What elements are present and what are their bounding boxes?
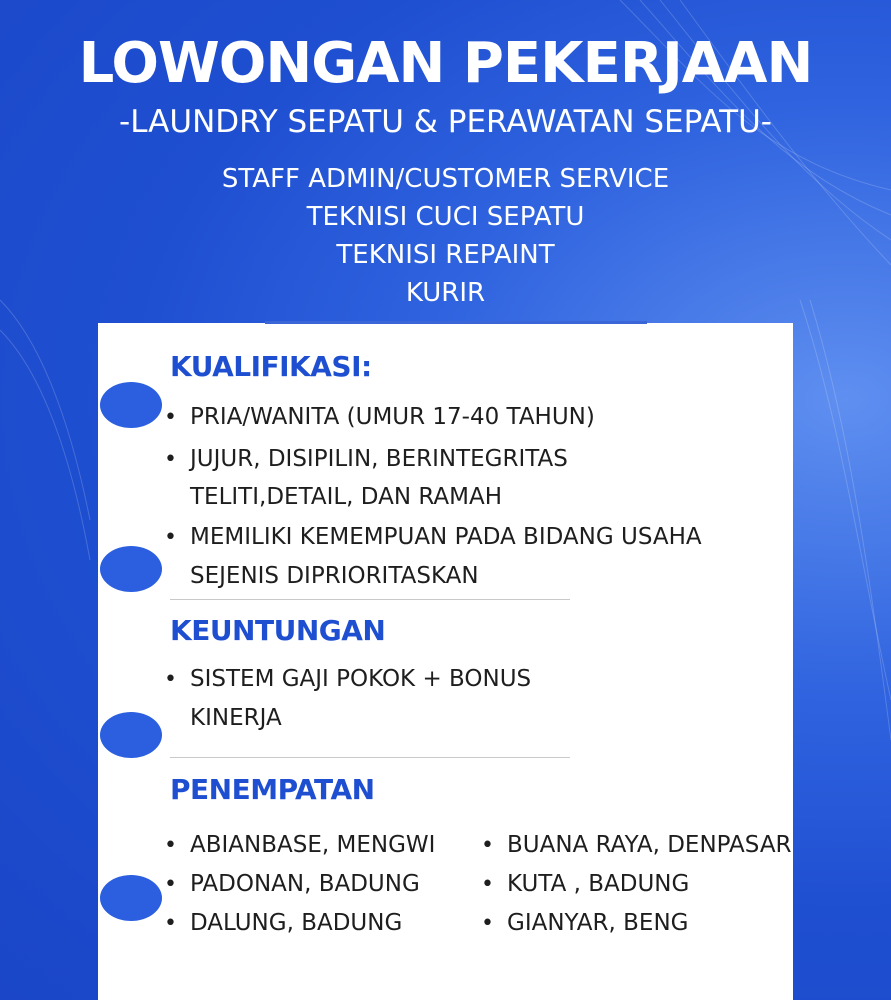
binder-dot-decoration [100,875,162,921]
list-item: • PADONAN, BADUNG [164,871,420,897]
benefits-heading: KEUNTUNGAN [170,614,386,647]
section-divider [170,599,570,600]
position-item: STAFF ADMIN/CUSTOMER SERVICE [221,164,670,194]
section-divider [170,757,570,758]
position-list [0,160,891,312]
placement-heading: PENEMPATAN [170,773,375,806]
list-item: • DALUNG, BADUNG [164,910,403,936]
position-item: KURIR [405,278,486,308]
list-item: • GIANYAR, BENG [481,910,689,936]
list-item-continuation: SEJENIS DIPRIORITASKAN [190,563,479,589]
position-item: TEKNISI CUCI SEPATU [306,202,585,232]
list-item: • ABIANBASE, MENGWI [164,832,436,858]
binder-dot-decoration [100,382,162,428]
list-item: • MEMILIKI KEMEMPUAN PADA BIDANG USAHA [164,524,702,550]
list-item: • SISTEM GAJI POKOK + BONUS [164,666,532,692]
page-title: LOWONGAN PEKERJAAN [78,31,813,96]
binder-dot-decoration [100,712,162,758]
position-item: TEKNISI REPAINT [336,240,555,270]
list-item: • KUTA , BADUNG [481,871,690,897]
qualifications-heading: KUALIFIKASI: [170,350,372,383]
list-item: • PRIA/WANITA (UMUR 17-40 TAHUN) [164,404,595,430]
binder-dot-decoration [100,546,162,592]
page-subtitle: -LAUNDRY SEPATU & PERAWATAN SEPATU- [119,104,772,140]
card-top-line [265,321,647,324]
list-item: • JUJUR, DISIPILIN, BERINTEGRITAS [164,446,568,472]
list-item: • BUANA RAYA, DENPASAR [481,832,792,858]
list-item-continuation: KINERJA [190,705,282,731]
list-item-continuation: TELITI,DETAIL, DAN RAMAH [190,484,502,510]
